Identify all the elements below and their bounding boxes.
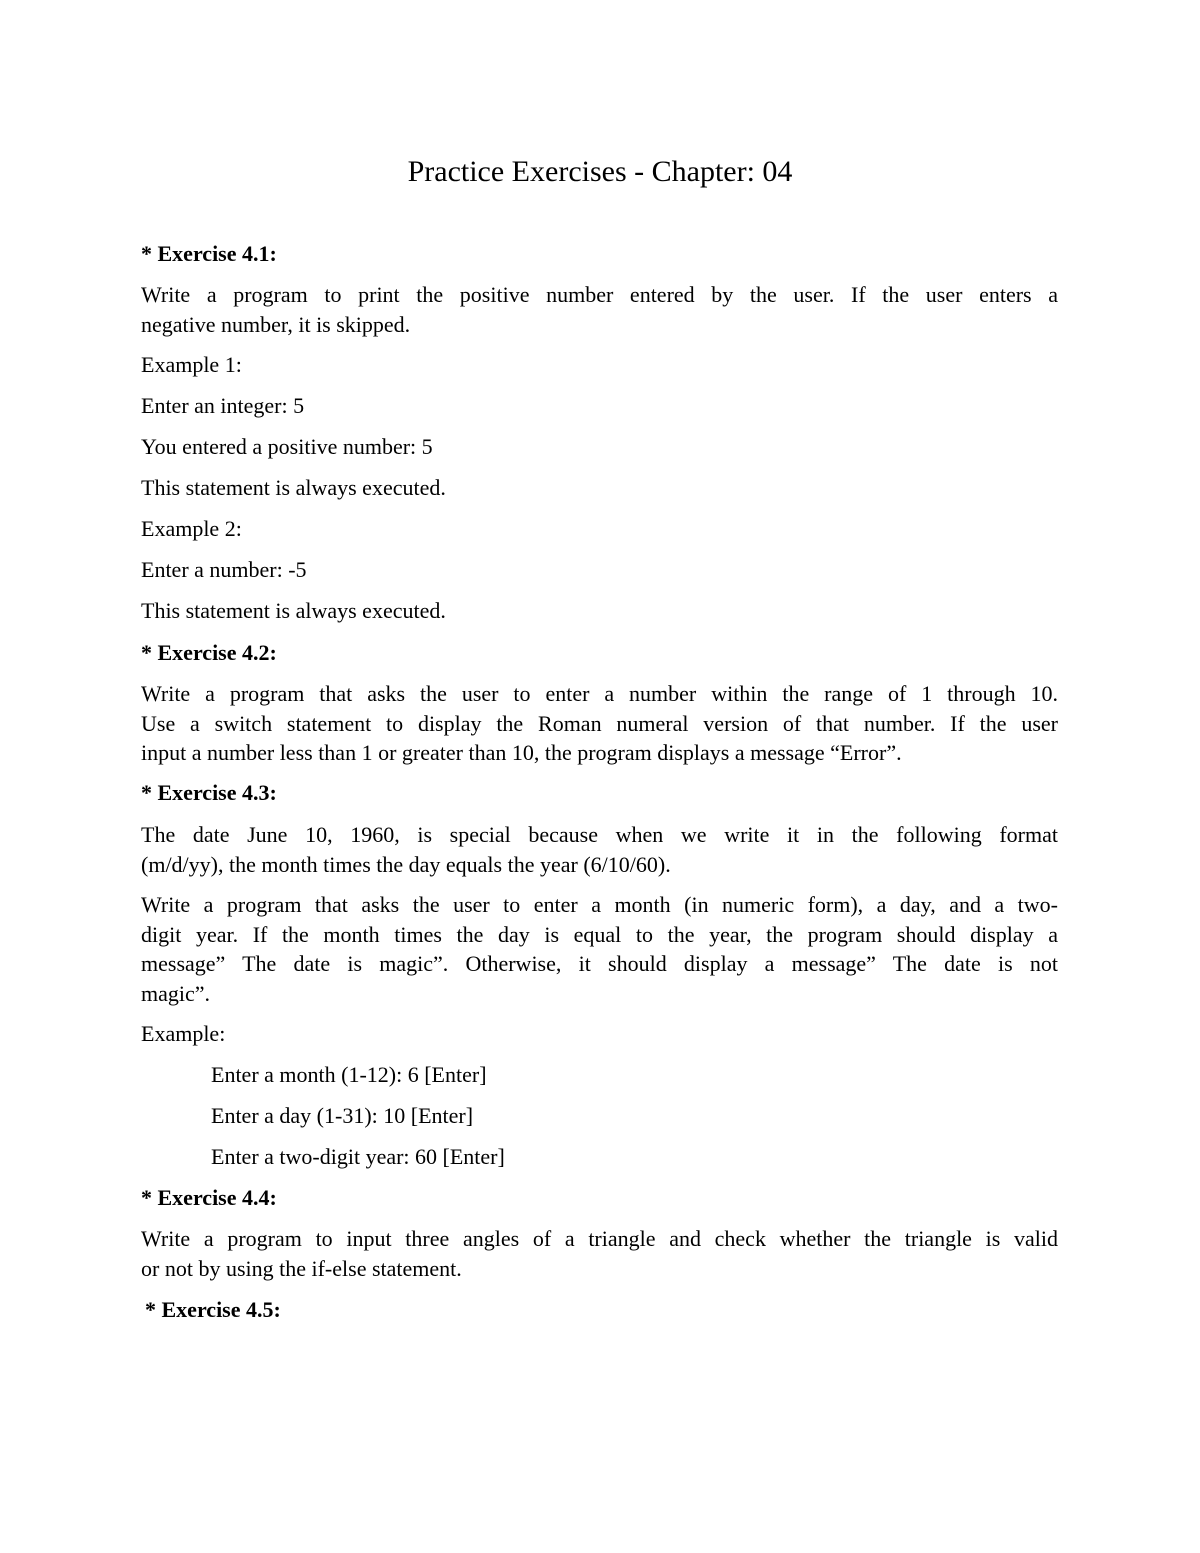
- exercise-4-1-example-1-line-2: You entered a positive number: 5: [141, 434, 433, 459]
- exercise-4-1-example-2-line-2: This statement is always executed.: [141, 598, 446, 623]
- exercise-4-5-heading: * Exercise 4.5:: [145, 1297, 281, 1322]
- exercise-4-2-description-line-3: input a number less than 1 or greater than 10, the program displays a message “Error”.: [141, 740, 902, 766]
- exercise-4-1-example-2-line-1: Enter a number: -5: [141, 557, 307, 582]
- exercise-4-3-example-label: Example:: [141, 1021, 226, 1046]
- page-title: Practice Exercises - Chapter: 04: [407, 155, 793, 188]
- exercise-4-1-example-2-label: Example 2:: [141, 516, 242, 541]
- exercise-4-3-paragraph-2-line-2: digit year. If the month times the day is equal to the year, the program should display a: [141, 921, 1058, 947]
- exercise-4-3-example-line-3: Enter a two-digit year: 60 [Enter]: [211, 1144, 505, 1169]
- exercise-4-1-example-1-line-3: This statement is always executed.: [141, 475, 446, 500]
- exercise-4-1-example-1-label: Example 1:: [141, 352, 242, 377]
- exercise-4-2-description-line-2: Use a switch statement to display the Roman numeral version of that number. If the user: [141, 710, 1058, 736]
- exercise-4-3-example-line-1: Enter a month (1-12): 6 [Enter]: [211, 1062, 487, 1087]
- exercise-4-3-paragraph-2: [141, 890, 1058, 1009]
- exercise-4-3-paragraph-1: [141, 820, 1058, 879]
- exercise-4-1-description-line-2: negative number, it is skipped.: [141, 311, 411, 337]
- exercise-4-3-heading: * Exercise 4.3:: [141, 780, 277, 805]
- exercise-4-1-description: [141, 280, 1058, 339]
- exercise-4-3-example-line-2: Enter a day (1-31): 10 [Enter]: [211, 1103, 474, 1128]
- exercise-4-4-description: [141, 1224, 1058, 1283]
- exercise-4-2-heading: * Exercise 4.2:: [141, 640, 277, 665]
- exercise-4-4-description-line-1: Write a program to input three angles of a triangle and check whether the triangle is valid: [141, 1226, 1058, 1251]
- exercise-4-1-description-line-1: Write a program to print the positive number entered by the user. If the user enters a: [141, 282, 1058, 307]
- exercise-4-3-paragraph-2-line-1: Write a program that asks the user to enter a month (in numeric form), a day, and a two-: [141, 892, 1058, 917]
- exercise-4-1-heading: * Exercise 4.1:: [141, 241, 277, 266]
- exercise-4-3-paragraph-2-line-3: message” The date is magic”. Otherwise, it should display a message” The date is not: [141, 951, 1058, 977]
- exercise-4-2-description-line-1: Write a program that asks the user to enter a number within the range of 1 through 10.: [141, 681, 1058, 706]
- exercise-4-4-heading: * Exercise 4.4:: [141, 1185, 277, 1210]
- exercise-4-3-paragraph-2-line-4: magic”.: [141, 981, 211, 1007]
- exercise-4-1-example-1-line-1: Enter an integer: 5: [141, 393, 305, 418]
- exercise-4-3-paragraph-1-line-1: The date June 10, 1960, is special because when we write it in the following format: [141, 822, 1058, 847]
- exercise-4-2-description: [141, 679, 1058, 768]
- exercise-4-3-paragraph-1-line-2: (m/d/yy), the month times the day equals the year (6/10/60).: [141, 851, 671, 877]
- exercise-4-4-description-line-2: or not by using the if-else statement.: [141, 1255, 462, 1281]
